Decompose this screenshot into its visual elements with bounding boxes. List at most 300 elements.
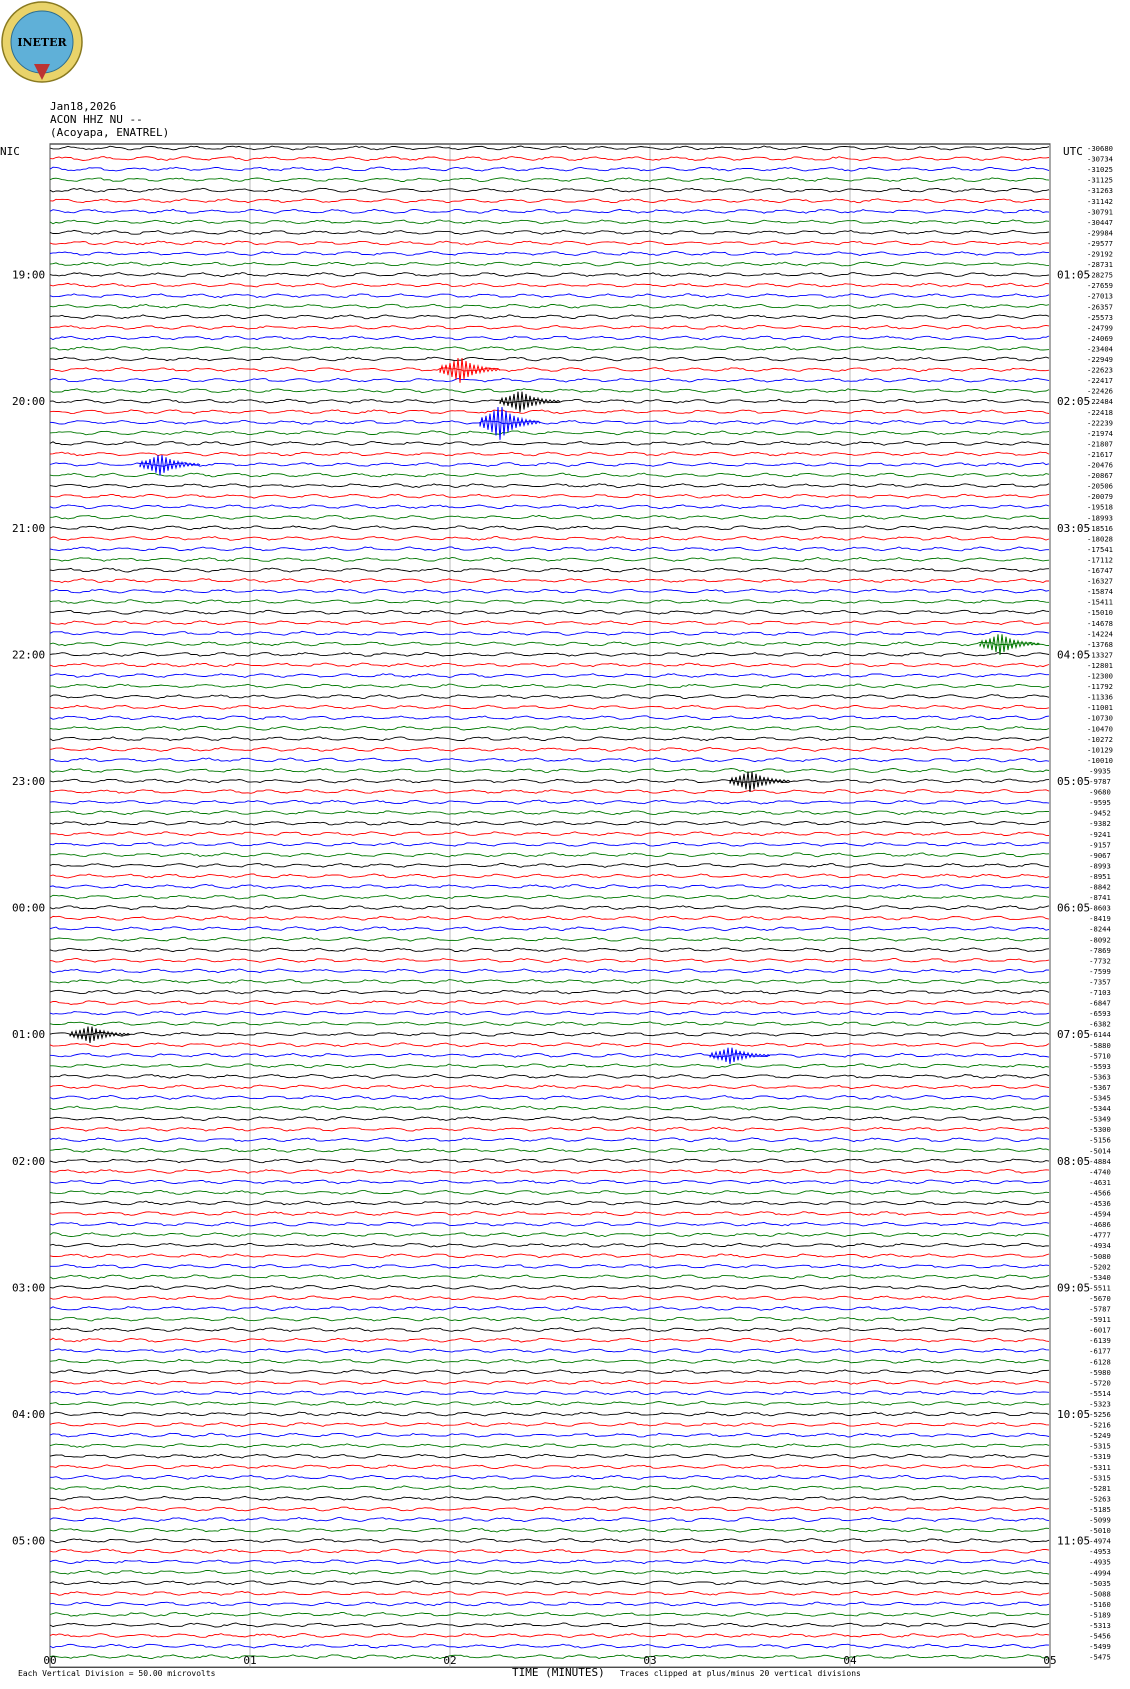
seismic-trace — [50, 1454, 1049, 1458]
trace-offset-label: -4536 — [1089, 1199, 1111, 1208]
seismic-trace — [50, 1507, 1049, 1511]
right-time-label: 08:05 — [1057, 1154, 1091, 1168]
seismic-trace — [50, 1581, 1049, 1585]
trace-offset-label: -5156 — [1089, 1135, 1111, 1145]
x-tick-label: 00 — [43, 1654, 57, 1667]
trace-offset-label: -20476 — [1087, 460, 1113, 470]
seismic-trace — [50, 336, 1049, 340]
seismic-trace — [50, 178, 1049, 182]
right-time-label: 10:05 — [1057, 1408, 1091, 1421]
seismic-trace — [50, 958, 1049, 962]
trace-offset-label: -5216 — [1089, 1420, 1111, 1430]
trace-offset-label: -5300 — [1089, 1125, 1111, 1135]
right-time-label: 04:05 — [1057, 648, 1091, 662]
seismic-trace — [50, 1349, 1049, 1353]
trace-offset-label: -5281 — [1089, 1483, 1111, 1493]
seismic-trace — [50, 157, 1049, 161]
trace-offset-label: -4777 — [1089, 1230, 1111, 1240]
seismic-trace — [50, 188, 1049, 192]
trace-offset-label: -5980 — [1089, 1367, 1111, 1377]
seismic-trace — [50, 874, 1049, 878]
seismic-trace — [50, 1222, 1049, 1226]
trace-offset-label: -5010 — [1089, 1526, 1111, 1536]
trace-offset-label: -21974 — [1087, 428, 1113, 438]
seismic-trace — [50, 1412, 1049, 1416]
x-tick-label: 04 — [843, 1654, 857, 1667]
trace-offset-label: -25573 — [1087, 312, 1113, 322]
trace-offset-label: -5319 — [1089, 1452, 1111, 1462]
seismic-trace — [50, 199, 1049, 203]
trace-offset-label: -5099 — [1089, 1515, 1111, 1525]
trace-offset-label: -30791 — [1087, 207, 1113, 217]
trace-offset-label: -5345 — [1089, 1093, 1111, 1103]
trace-offset-label: -5256 — [1089, 1410, 1111, 1419]
seismic-trace — [50, 1570, 1049, 1574]
x-tick-label: 03 — [643, 1654, 657, 1667]
trace-offset-label: -27013 — [1087, 291, 1113, 301]
trace-offset-label: -4566 — [1089, 1188, 1111, 1198]
trace-offset-label: -7357 — [1089, 977, 1111, 987]
left-time-labels — [12, 269, 45, 1548]
trace-offset-label: -4953 — [1089, 1547, 1111, 1557]
seismic-trace — [50, 937, 1049, 941]
trace-offset-label: -24069 — [1087, 333, 1113, 343]
seismic-trace — [50, 790, 1049, 794]
seismic-trace — [50, 885, 1049, 889]
trace-offset-label: -20079 — [1087, 492, 1113, 502]
seismic-trace — [50, 737, 1049, 741]
seismic-trace — [50, 1296, 1049, 1300]
trace-offset-label: -16747 — [1087, 566, 1113, 575]
seismic-trace — [50, 1528, 1049, 1532]
trace-offset-label: -10129 — [1087, 745, 1113, 755]
trace-offset-label: -24799 — [1087, 323, 1113, 333]
trace-offset-label: -5499 — [1089, 1642, 1111, 1652]
seismic-trace — [50, 167, 1049, 171]
trace-offset-label: -10470 — [1087, 724, 1113, 734]
seismic-trace — [50, 1644, 1049, 1648]
header-date: Jan18,2026 — [50, 100, 117, 113]
trace-offset-label: -18993 — [1087, 513, 1113, 523]
footer-right: Traces clipped at plus/minus 20 vertical divisions — [620, 1669, 861, 1678]
seismic-trace — [50, 1549, 1049, 1553]
seismic-trace — [50, 1496, 1049, 1500]
trace-offset-label: -8603 — [1089, 903, 1111, 913]
seismic-trace — [50, 863, 1049, 867]
footer-left: Each Vertical Division = 50.00 microvolts — [18, 1669, 216, 1678]
seismic-trace — [50, 1001, 1049, 1005]
seismic-trace — [50, 853, 1049, 857]
trace-offset-label: -7732 — [1089, 956, 1111, 966]
seismic-trace — [50, 631, 1049, 635]
trace-offset-label: -4884 — [1089, 1156, 1111, 1166]
seismic-trace — [50, 431, 1049, 435]
seismic-trace — [50, 726, 1049, 730]
trace-offset-label: -5263 — [1089, 1494, 1111, 1504]
right-time-labels — [1057, 269, 1090, 1548]
trace-offset-label: -29192 — [1087, 249, 1113, 259]
trace-offset-label: -19518 — [1087, 502, 1113, 512]
trace-offset-label: -4935 — [1089, 1557, 1111, 1567]
seismic-trace — [50, 832, 1049, 836]
right-time-label: 05:05 — [1057, 775, 1091, 788]
trace-offset-label: -13768 — [1087, 639, 1113, 649]
seismic-trace — [50, 1423, 1049, 1427]
x-tick-label: 02 — [443, 1654, 457, 1667]
seismic-trace — [50, 452, 1049, 456]
seismic-trace — [50, 663, 1049, 667]
trace-offset-label: -22418 — [1087, 407, 1113, 417]
right-time-label: 02:05 — [1057, 395, 1091, 409]
trace-offset-label: -4631 — [1089, 1177, 1111, 1187]
seismic-trace — [50, 1085, 1049, 1089]
trace-offset-label: -6847 — [1089, 998, 1111, 1008]
trace-offset-label: -29577 — [1087, 238, 1113, 248]
seismic-trace — [50, 1560, 1049, 1564]
seismic-trace — [50, 906, 1049, 910]
trace-offset-label: -18028 — [1087, 534, 1113, 544]
seismic-trace — [50, 674, 1049, 678]
seismic-trace — [50, 241, 1049, 245]
seismic-trace — [50, 589, 1049, 593]
trace-offset-label: -5340 — [1089, 1272, 1111, 1282]
trace-offset-label: -15874 — [1087, 587, 1113, 597]
seismic-trace — [50, 1148, 1049, 1152]
trace-offset-label: -31142 — [1087, 196, 1113, 206]
seismic-trace — [50, 642, 1049, 646]
trace-offset-label: -4594 — [1089, 1209, 1111, 1219]
right-timezone-label: UTC — [1063, 145, 1083, 158]
trace-offset-label: -17541 — [1087, 544, 1113, 554]
trace-offset-label: -10010 — [1087, 755, 1113, 765]
seismic-trace — [50, 410, 1049, 414]
trace-offset-label: -5475 — [1089, 1652, 1111, 1662]
trace-offset-label: -21617 — [1087, 449, 1113, 459]
seismic-trace — [50, 1623, 1049, 1627]
trace-offset-label: -27659 — [1087, 281, 1113, 291]
trace-offset-label: -5311 — [1089, 1462, 1111, 1472]
seismic-trace — [50, 505, 1049, 509]
seismic-trace — [50, 1212, 1049, 1216]
seismic-trace — [50, 927, 1049, 931]
trace-offset-label: -5035 — [1089, 1578, 1111, 1588]
left-time-label: 02:00 — [12, 1154, 46, 1168]
trace-offset-label: -6144 — [1089, 1030, 1111, 1040]
seismic-trace — [50, 389, 1049, 393]
right-time-label: 06:05 — [1057, 901, 1091, 915]
trace-offset-label: -8419 — [1089, 914, 1111, 924]
trace-offset-label: -5249 — [1089, 1431, 1111, 1441]
trace-offset-label: -6139 — [1089, 1336, 1111, 1346]
trace-offset-label: -5670 — [1089, 1293, 1111, 1303]
seismic-trace — [50, 304, 1049, 308]
header-location: (Acoyapa, ENATREL) — [50, 126, 170, 139]
right-time-label: 01:05 — [1057, 268, 1091, 282]
trace-offset-label: -31025 — [1087, 165, 1113, 175]
left-time-label: 05:00 — [12, 1534, 46, 1548]
trace-offset-label: -9935 — [1089, 766, 1111, 776]
seismic-trace — [50, 779, 1049, 783]
seismic-trace — [50, 1328, 1049, 1332]
seismic-trace — [50, 1370, 1049, 1374]
trace-offset-label: -6177 — [1089, 1346, 1111, 1356]
trace-offset-label: -5880 — [1089, 1040, 1111, 1050]
seismic-trace — [50, 547, 1049, 551]
trace-offset-label: -11336 — [1087, 692, 1113, 702]
trace-offset-label: -9157 — [1089, 840, 1111, 850]
seismic-trace — [50, 621, 1049, 625]
trace-offset-label: -5315 — [1089, 1441, 1111, 1451]
seismic-trace — [50, 1286, 1049, 1290]
trace-offset-label: -4974 — [1089, 1536, 1111, 1546]
trace-offset-label: -6128 — [1089, 1357, 1111, 1367]
seismic-trace — [50, 1191, 1049, 1195]
trace-offset-label: -5315 — [1089, 1473, 1111, 1483]
trace-offset-label: -9787 — [1089, 777, 1111, 786]
trace-offset-label: -5710 — [1089, 1051, 1111, 1061]
trace-offset-label: -22484 — [1087, 397, 1113, 407]
seismic-trace — [50, 600, 1049, 604]
trace-offset-label: -5189 — [1089, 1610, 1111, 1620]
trace-offset-label: -26357 — [1087, 302, 1113, 312]
seismic-trace — [50, 1317, 1049, 1321]
seismic-trace — [50, 347, 1049, 351]
trace-offset-label: -7869 — [1089, 945, 1111, 955]
seismic-trace — [50, 610, 1049, 614]
trace-offset-label: -5911 — [1089, 1315, 1111, 1325]
seismic-trace — [50, 1602, 1049, 1606]
seismic-trace — [50, 579, 1049, 583]
event-burst — [980, 634, 1040, 655]
trace-offset-label: -22417 — [1087, 376, 1113, 386]
seismic-trace — [50, 357, 1049, 361]
left-timezone-label: NIC — [0, 145, 20, 158]
trace-offset-label: -8951 — [1089, 871, 1111, 881]
seismic-trace — [50, 252, 1049, 256]
trace-offset-label: -14678 — [1087, 618, 1113, 628]
trace-offset-label: -8244 — [1089, 924, 1111, 934]
seismic-trace — [50, 294, 1049, 298]
seismic-trace — [50, 494, 1049, 498]
right-time-label: 11:05 — [1057, 1534, 1091, 1548]
trace-offset-label: -5088 — [1089, 1589, 1111, 1599]
trace-offset-label: -11792 — [1087, 682, 1113, 692]
seismic-trace — [50, 283, 1049, 287]
seismic-trace — [50, 948, 1049, 952]
trace-offset-label: -20506 — [1087, 481, 1113, 491]
right-time-label: 07:05 — [1057, 1028, 1091, 1042]
left-time-label: 04:00 — [12, 1408, 46, 1421]
seismic-trace — [50, 1032, 1049, 1036]
seismic-trace — [50, 1380, 1049, 1384]
seismic-trace — [50, 1169, 1049, 1173]
trace-offset-label: -7103 — [1089, 988, 1111, 997]
seismic-trace — [50, 969, 1049, 973]
seismic-trace — [50, 315, 1049, 319]
left-time-label: 03:00 — [12, 1281, 46, 1295]
seismic-trace — [50, 1243, 1049, 1247]
x-tick-label: 01 — [243, 1654, 257, 1667]
seismic-trace — [50, 420, 1049, 424]
trace-offset-label: -13327 — [1087, 650, 1113, 660]
seismic-trace — [50, 1275, 1049, 1279]
trace-offset-label: -5456 — [1089, 1631, 1111, 1641]
seismic-trace — [50, 558, 1049, 562]
seismic-trace — [50, 769, 1049, 773]
trace-offset-label: -8092 — [1089, 935, 1111, 945]
seismic-trace — [50, 1138, 1049, 1142]
trace-offset-label: -7599 — [1089, 966, 1111, 976]
seismic-trace — [50, 1254, 1049, 1258]
trace-offset-label: -10730 — [1087, 713, 1113, 723]
trace-offset-label: -5323 — [1089, 1399, 1111, 1409]
trace-offset-label: -5367 — [1089, 1082, 1111, 1092]
seismic-trace — [50, 1201, 1049, 1205]
trace-offset-label: -9680 — [1089, 787, 1111, 797]
trace-offset-label: -6382 — [1089, 1019, 1111, 1029]
trace-offset-label: -5313 — [1089, 1621, 1111, 1630]
seismic-trace — [50, 1655, 1049, 1659]
seismic-trace — [50, 1180, 1049, 1184]
seismic-trace — [50, 1074, 1049, 1078]
trace-offset-label: -4994 — [1089, 1568, 1111, 1578]
trace-offset-label: -18516 — [1087, 523, 1113, 533]
event-burst — [70, 1027, 130, 1043]
seismic-trace — [50, 1486, 1049, 1490]
seismic-trace — [50, 325, 1049, 329]
trace-offset-label: -22623 — [1087, 365, 1113, 375]
event-burst — [710, 1048, 770, 1064]
seismic-trace — [50, 1117, 1049, 1121]
trace-offset-label: -5593 — [1089, 1061, 1111, 1071]
trace-offset-label: -4686 — [1089, 1220, 1111, 1230]
x-tick-label: 05 — [1043, 1654, 1057, 1667]
seismic-trace — [50, 821, 1049, 825]
left-time-label: 23:00 — [12, 775, 46, 788]
seismic-trace — [50, 1043, 1049, 1047]
trace-offset-label: -5787 — [1089, 1304, 1111, 1314]
trace-offset-label: -11001 — [1087, 703, 1113, 713]
seismic-trace — [50, 536, 1049, 540]
trace-offset-label: -5080 — [1089, 1251, 1111, 1261]
left-time-label: 00:00 — [12, 901, 46, 915]
header-station: ACON HHZ NU -- — [50, 113, 143, 126]
trace-offset-label: -22239 — [1087, 418, 1113, 428]
left-time-label: 01:00 — [12, 1028, 46, 1042]
seismic-trace — [50, 473, 1049, 477]
offset-labels — [1087, 144, 1113, 1662]
seismic-trace — [50, 1391, 1049, 1395]
x-axis-label: TIME (MINUTES) — [512, 1666, 605, 1679]
seismic-trace — [50, 980, 1049, 984]
trace-offset-label: -28275 — [1087, 270, 1113, 280]
trace-offset-label: -6593 — [1089, 1009, 1111, 1019]
trace-offset-label: -8741 — [1089, 893, 1111, 903]
seismic-trace — [50, 916, 1049, 920]
seismic-trace — [50, 705, 1049, 709]
seismic-trace — [50, 209, 1049, 213]
trace-offset-label: -5511 — [1089, 1283, 1111, 1293]
seismic-trace — [50, 695, 1049, 699]
seismic-trace — [50, 1159, 1049, 1163]
seismic-trace — [50, 1022, 1049, 1026]
trace-offset-label: -20867 — [1087, 471, 1113, 481]
seismic-trace — [50, 895, 1049, 899]
trace-offset-label: -5160 — [1089, 1599, 1111, 1609]
seismic-trace — [50, 273, 1049, 277]
event-burst — [500, 392, 560, 413]
seismic-trace — [50, 1591, 1049, 1595]
left-time-label: 22:00 — [12, 648, 46, 662]
trace-offset-label: -31125 — [1087, 175, 1113, 185]
trace-offset-label: -5014 — [1089, 1146, 1111, 1156]
trace-offset-label: -28731 — [1087, 260, 1113, 270]
plot-frame — [50, 144, 1050, 1667]
trace-offset-label: -31263 — [1087, 186, 1113, 196]
left-time-label: 19:00 — [12, 268, 46, 282]
trace-offset-label: -12300 — [1087, 671, 1113, 681]
trace-offset-label: -9595 — [1089, 798, 1111, 808]
event-burst — [140, 455, 200, 476]
seismic-trace — [50, 842, 1049, 846]
seismic-trace — [50, 515, 1049, 519]
trace-offset-label: -8993 — [1089, 861, 1111, 871]
seismic-trace — [50, 990, 1049, 994]
seismic-trace — [50, 146, 1049, 150]
trace-offset-label: -22426 — [1087, 386, 1113, 396]
trace-offset-label: -30680 — [1087, 144, 1113, 153]
seismic-trace — [50, 758, 1049, 762]
seismic-trace — [50, 684, 1049, 688]
trace-offset-label: -14224 — [1087, 629, 1113, 639]
trace-offset-label: -8842 — [1089, 882, 1111, 892]
seismic-trace — [50, 1433, 1049, 1437]
seismic-trace — [50, 526, 1049, 530]
trace-offset-label: -15010 — [1087, 608, 1113, 618]
traces — [50, 146, 1049, 1659]
seismic-trace — [50, 484, 1049, 488]
trace-offset-label: -21807 — [1087, 439, 1113, 449]
trace-offset-label: -16327 — [1087, 576, 1113, 586]
seismic-trace — [50, 1613, 1049, 1617]
seismic-trace — [50, 800, 1049, 804]
seismic-trace — [50, 1096, 1049, 1100]
trace-offset-label: -6017 — [1089, 1325, 1111, 1335]
left-time-label: 21:00 — [12, 521, 46, 535]
seismic-trace — [50, 716, 1049, 720]
trace-offset-label: -4740 — [1089, 1167, 1111, 1177]
trace-offset-label: -17112 — [1087, 555, 1113, 565]
seismic-trace — [50, 568, 1049, 572]
trace-offset-label: -30734 — [1087, 154, 1113, 164]
seismic-trace — [50, 747, 1049, 751]
seismic-trace — [50, 1053, 1049, 1057]
trace-offset-label: -22949 — [1087, 355, 1113, 364]
trace-offset-label: -5202 — [1089, 1262, 1111, 1272]
seismic-trace — [50, 1233, 1049, 1237]
seismic-trace — [50, 1518, 1049, 1522]
right-time-label: 03:05 — [1057, 521, 1091, 535]
seismic-trace — [50, 1444, 1049, 1448]
trace-offset-label: -5185 — [1089, 1504, 1111, 1514]
seismic-trace — [50, 1634, 1049, 1638]
trace-offset-label: -30447 — [1087, 217, 1113, 227]
seismic-trace — [50, 220, 1049, 224]
trace-offset-label: -4934 — [1089, 1241, 1111, 1251]
seismic-trace — [50, 1307, 1049, 1311]
trace-offset-label: -29984 — [1087, 228, 1113, 238]
trace-offset-label: -12801 — [1087, 660, 1113, 670]
